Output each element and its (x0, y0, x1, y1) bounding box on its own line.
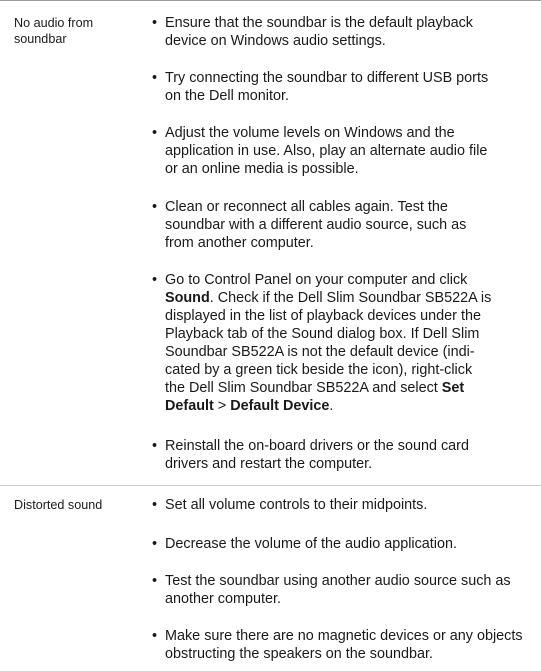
list-item (152, 535, 541, 553)
problem-label (14, 15, 93, 47)
bullet-icon: • (152, 628, 158, 644)
list-item-line: device on Windows audio settings. (165, 33, 386, 49)
list-item-line: Go to Control Panel on your computer and click (165, 272, 468, 288)
list-item-line: Sound. Check if the Dell Slim Soundbar SB522A is (165, 290, 492, 306)
bullet-icon: • (152, 70, 158, 86)
list-item (152, 271, 541, 415)
bullet-icon: • (152, 573, 158, 589)
list-item-line: Test the soundbar using another audio source such as (165, 573, 511, 589)
list-item (152, 69, 541, 105)
bullet-icon: • (152, 125, 158, 141)
row-divider (0, 485, 541, 486)
problem-label (14, 497, 102, 513)
list-item-line: Set all volume controls to their midpoints. (165, 497, 428, 513)
list-item-line: the Dell Slim Soundbar SB522A and select Set (165, 380, 465, 396)
list-item (152, 198, 541, 252)
list-item-line: Playback tab of the Sound dialog box. If Dell Slim (165, 326, 480, 342)
list-item-line: Try connecting the soundbar to different USB ports (165, 70, 489, 86)
list-item (152, 14, 541, 50)
bullet-icon: • (152, 438, 158, 454)
list-item-line: or an online media is possible. (165, 161, 359, 177)
list-item (152, 627, 541, 663)
list-item (152, 437, 541, 473)
problem-label-line: soundbar (14, 32, 67, 46)
list-item-line: displayed in the list of playback devices under the (165, 308, 481, 324)
list-item-line: drivers and restart the computer. (165, 456, 373, 472)
list-item-line: Soundbar SB522A is not the default device (indi- (165, 344, 475, 360)
list-item-line: application in use. Also, play an alternate audio file (165, 143, 488, 159)
list-item (152, 572, 541, 608)
list-item-line: Decrease the volume of the audio application. (165, 536, 457, 552)
list-item-line: Reinstall the on-board drivers or the sound card (165, 438, 469, 454)
list-item-line: Adjust the volume levels on Windows and the (165, 125, 455, 141)
bullet-icon: • (152, 15, 158, 31)
bullet-icon: • (152, 272, 158, 288)
bullet-icon: • (152, 497, 158, 513)
top-rule (0, 0, 541, 1)
list-item-line: Make sure there are no magnetic devices or any objects (165, 628, 523, 644)
list-item-line: soundbar with a different audio source, such as (165, 217, 467, 233)
bullet-icon: • (152, 199, 158, 215)
problem-label-line: Distorted sound (14, 498, 103, 512)
list-item-line: Ensure that the soundbar is the default playback (165, 15, 474, 31)
list-item-line: Default > Default Device. (165, 398, 334, 414)
list-item-line: Clean or reconnect all cables again. Test the (165, 199, 448, 215)
bullet-icon: • (152, 536, 158, 552)
list-item-line: another computer. (165, 591, 281, 607)
list-item-line: on the Dell monitor. (165, 88, 289, 104)
list-item-line: from another computer. (165, 235, 314, 251)
list-item-line: obstructing the speakers on the soundbar. (165, 646, 434, 662)
list-item (152, 124, 541, 178)
list-item (152, 496, 541, 514)
list-item-line: cated by a green tick beside the icon), right-click (165, 362, 473, 378)
problem-label-line: No audio from (14, 16, 94, 30)
